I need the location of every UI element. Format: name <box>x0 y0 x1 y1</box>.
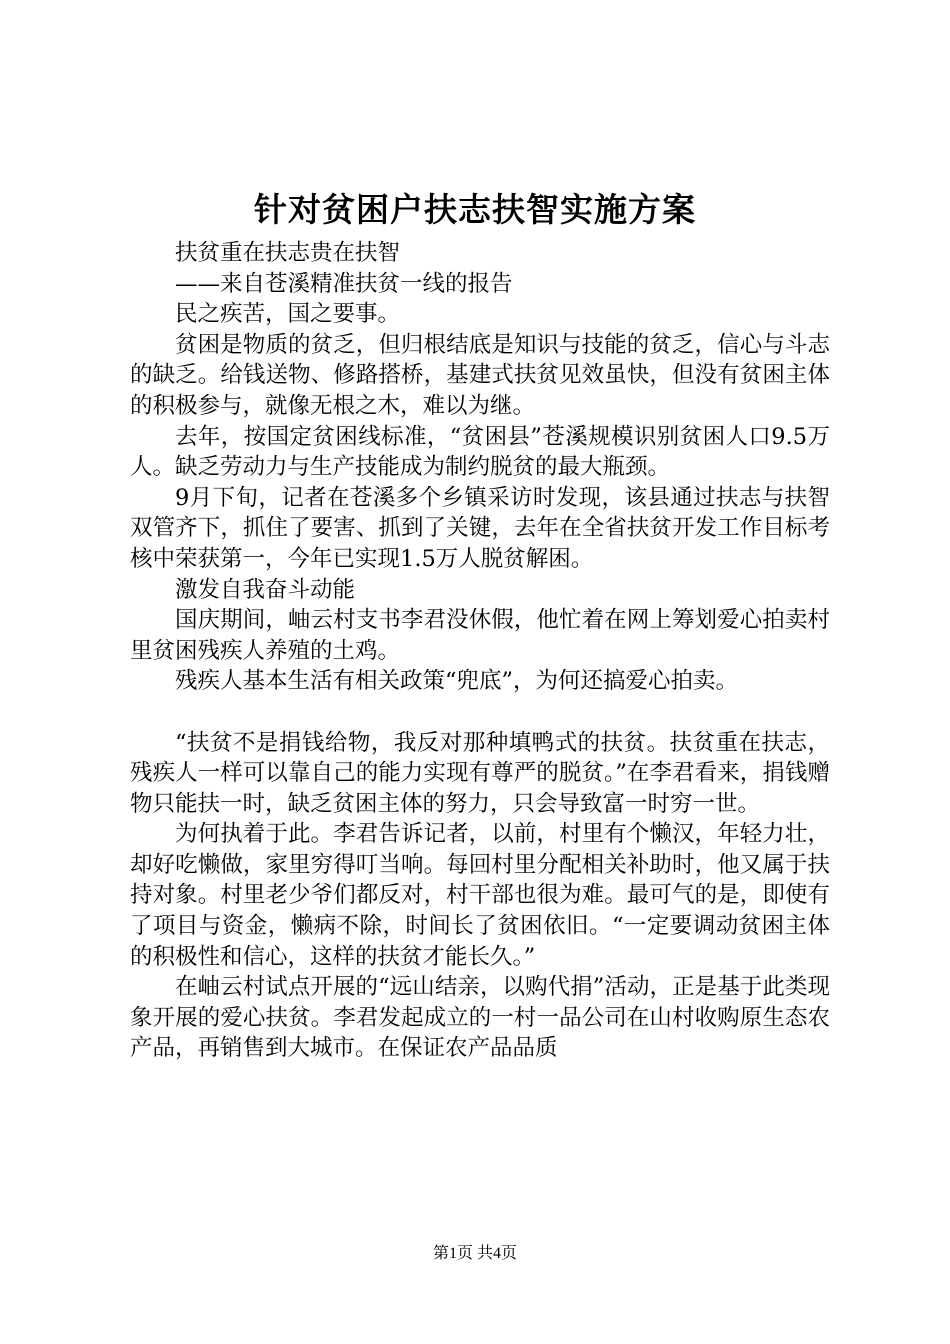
paragraph: 民之疾苦，国之要事。 <box>175 301 401 328</box>
subtitle-source: ——来自苍溪精准扶贫一线的报告 <box>175 270 513 297</box>
paragraph: 去年，按国定贫困线标准，“贫困县”苍溪规模识别贫困人口9.5万人。缺乏劳动力与生产技能成为制约脱贫的最大瓶颈。 <box>130 423 830 481</box>
subtitle: 扶贫重在扶志贵在扶智 <box>175 240 401 266</box>
paragraph: 为何执着于此。李君告诉记者，以前，村里有个懒汉，年轻力壮，却好吃懒做，家里穷得叮当响。每回村里分配相关补助时，他又属于扶持对象。村里老少爷们都反对，村干部也很为难。最可气的是，即使有了项目与资金，懒病不除，时间长了贫困依旧。“一定要调动贫困主体的积极性和信心，这样的扶贫才能长久。” <box>130 821 830 970</box>
paragraph: “扶贫不是捐钱给物，我反对那种填鸭式的扶贫。扶贫重在扶志，残疾人一样可以靠自己的能力实现有尊严的脱贫。”在李君看来，捐钱赠物只能扶一时，缺乏贫困主体的努力，只会导致富一时穷一世。 <box>130 729 830 817</box>
paragraph: 国庆期间，岫云村支书李君没休假，他忙着在网上筹划爱心拍卖村里贫困残疾人养殖的土鸡。 <box>130 607 830 664</box>
document-body <box>130 238 830 1064</box>
paragraph: 9月下旬，记者在苍溪多个乡镇采访时发现，该县通过扶志与扶智双管齐下，抓住了要害、抓到了关键，去年在全省扶贫开发工作目标考核中荣获第一，今年已实现1.5万人脱贫解困。 <box>130 484 830 572</box>
page-number-footer: 第1页 共4页 <box>432 1245 517 1262</box>
section-heading: 激发自我奋斗动能 <box>175 576 356 603</box>
paragraph: 在岫云村试点开展的“远山结亲，以购代捐”活动，正是基于此类现象开展的爱心扶贫。李君发起成立的一村一品公司在山村收购原生态农产品，再销售到大城市。在保证农产品品质 <box>130 974 830 1062</box>
paragraph: 贫困是物质的贫乏，但归根结底是知识与技能的贫乏，信心与斗志的缺乏。给钱送物、修路搭桥，基建式扶贫见效虽快，但没有贫困主体的积极参与，就像无根之木，难以为继。 <box>130 331 830 419</box>
paragraph: 残疾人基本生活有相关政策“兜底”，为何还搞爱心拍卖。 <box>175 668 739 695</box>
document-title: 针对贫困户扶志扶智实施方案 <box>254 190 696 229</box>
